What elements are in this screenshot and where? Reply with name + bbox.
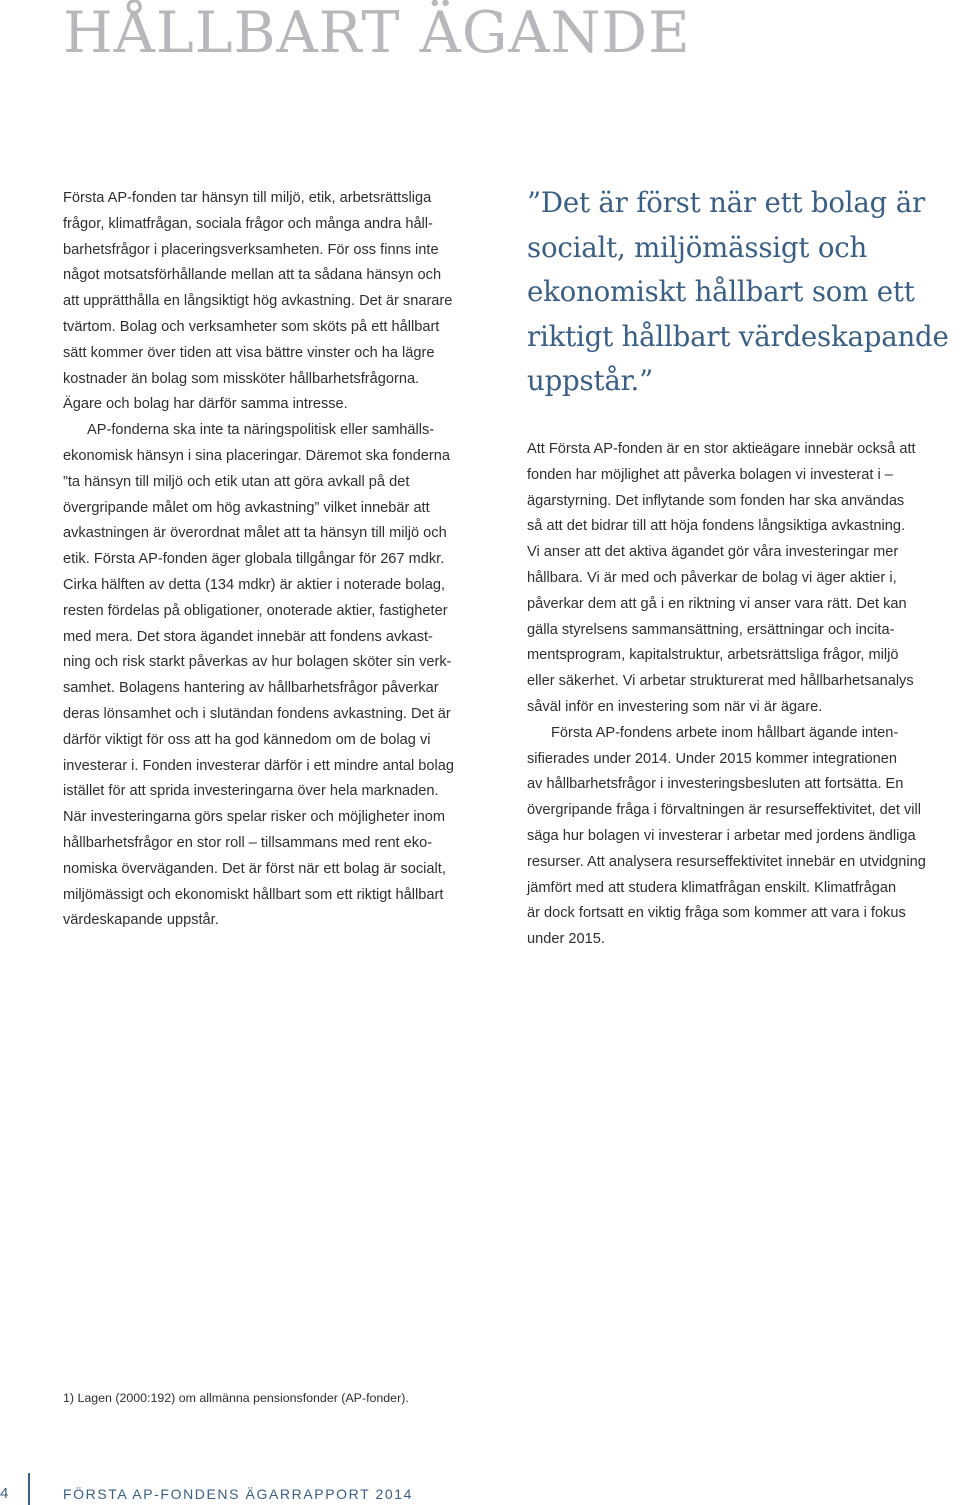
- body-text-line: samhet. Bolagens hantering av hållbarhetsfrågor påverkar: [63, 680, 439, 697]
- body-text-line: När investeringarna görs spelar risker och möjligheter inom: [63, 809, 446, 826]
- body-text-line: så att det bidrar till att höja fondens långsiktiga avkastning.: [527, 518, 906, 535]
- footer-divider: [28, 1473, 30, 1505]
- pull-quote: [527, 181, 959, 404]
- body-text-line: sätt kommer över tiden att visa bättre vinster och ha lägre: [63, 344, 435, 361]
- body-text-line: påverkar dem att gå i en riktning vi anser vara rätt. Det kan: [527, 595, 907, 612]
- pull-quote-line: riktigt hållbart värdeskapande: [527, 319, 949, 353]
- body-text-line: etik. Första AP-fonden äger globala tillgångar för 267 mdkr.: [63, 551, 445, 568]
- body-text-line: nomiska överväganden. Det är först när ett bolag är socialt,: [63, 860, 446, 877]
- left-text-column: [63, 186, 503, 934]
- body-text-line: värdeskapande uppstår.: [63, 912, 219, 929]
- footer-report-title: FÖRSTA AP-FONDENS ÄGARRAPPORT 2014: [63, 1486, 414, 1502]
- body-text-line: AP-fonderna ska inte ta näringspolitisk eller samhälls-: [87, 422, 435, 439]
- body-text-line: något motsatsförhållande mellan att ta sådana hänsyn och: [63, 267, 442, 284]
- body-text-line: övergripande fråga i förvaltningen är resurseffektivitet, det vill: [527, 802, 921, 819]
- body-text-line: Ägare och bolag har därför samma intresse.: [63, 396, 348, 413]
- body-text-line: att upprätthålla en långsiktigt hög avkastning. Det är snarare: [63, 293, 453, 310]
- body-text-line: Första AP-fonden tar hänsyn till miljö, etik, arbetsrättsliga: [63, 190, 432, 206]
- body-text-line: avkastningen är överordnat målet att ta hänsyn till miljö och: [63, 525, 447, 542]
- body-text-line: resurser. Att analysera resurseffektivitet innebär en utvidgning: [527, 853, 926, 870]
- body-text-line: resten fördelas på obligationer, onoterade aktier, fastigheter: [63, 602, 448, 619]
- body-text-line: ekonomisk hänsyn i sina placeringar. Däremot ska fonderna: [63, 447, 450, 464]
- body-text-line: Att Första AP-fonden är en stor aktieägare innebär också att: [527, 441, 916, 457]
- body-text-line: jämfört med att studera klimatfrågan enskilt. Klimatfrågan: [527, 879, 897, 896]
- body-text-line: barhetsfrågor i placeringsverksamheten. För oss finns inte: [63, 241, 439, 258]
- page-number: 4: [0, 1485, 9, 1502]
- body-text-line: ägarstyrning. Det inflytande som fonden har ska användas: [527, 492, 905, 509]
- body-text-line: ”ta hänsyn till miljö och etik utan att göra avkall på det: [63, 473, 410, 490]
- body-text-line: investerar i. Fonden investerar därför i ett mindre antal bolag: [63, 757, 454, 774]
- body-text-line: frågor, klimatfrågan, sociala frågor och många andra håll-: [63, 215, 433, 232]
- body-text-line: tvärtom. Bolag och verksamheter som sköts på ett hållbart: [63, 318, 440, 335]
- body-text-line: kostnader än bolag som missköter hållbarhetsfrågorna.: [63, 370, 420, 387]
- body-text-line: fonden har möjlighet att påverka bolagen vi investerat i –: [527, 466, 893, 483]
- body-text-line: är dock fortsatt en viktig fråga som kommer att vara i fokus: [527, 905, 906, 922]
- body-text-line: mentsprogram, kapitalstruktur, arbetsrättsliga frågor, miljö: [527, 647, 899, 664]
- pull-quote-line: ”Det är först när ett bolag är: [527, 186, 925, 219]
- page-title: HÅLLBART ÄGANDE: [63, 0, 691, 66]
- pull-quote-line: ekonomiskt hållbart som ett: [527, 275, 915, 308]
- body-text-line: eller säkerhet. Vi arbetar strukturerat med hållbarhetsanalys: [527, 673, 914, 690]
- body-text-line: med mera. Det stora ägandet innebär att fondens avkast-: [63, 628, 433, 645]
- body-text-line: miljömässigt och ekonomiskt hållbart som ett riktigt hållbart: [63, 886, 444, 903]
- right-text-column: [527, 437, 960, 953]
- body-text-line: under 2015.: [527, 931, 605, 948]
- body-text-line: av hållbarhetsfrågor i investeringsbesluten att fortsätta. En: [527, 776, 904, 793]
- body-text-line: ning och risk starkt påverkas av hur bolagen sköter sin verk-: [63, 654, 452, 671]
- body-text-line: istället för att sprida investeringarna över hela marknaden.: [63, 783, 439, 800]
- body-text-line: Vi anser att det aktiva ägandet gör våra investeringar mer: [527, 544, 899, 561]
- body-text-line: Cirka hälften av detta (134 mdkr) är aktier i noterade bolag,: [63, 576, 446, 593]
- pull-quote-line: socialt, miljömässigt och: [527, 230, 868, 264]
- body-text-line: därför viktigt för oss att ha god kännedom om de bolag vi: [63, 731, 431, 748]
- body-text-line: övergripande målet om hög avkastning” vilket innebär att: [63, 499, 430, 516]
- body-text-line: hållbarhetsfrågor en stor roll – tillsammans med rent eko-: [63, 834, 433, 851]
- body-text-line: såväl inför en investering som när vi är ägare.: [527, 698, 823, 715]
- body-text-line: deras lönsamhet och i slutändan fondens avkastning. Det är: [63, 705, 451, 722]
- body-text-line: säga hur bolagen vi investerar i arbetar med jordens ändliga: [527, 827, 916, 844]
- footnote: 1) Lagen (2000:192) om allmänna pensionsfonder (AP-fonder).: [63, 1391, 409, 1405]
- body-text-line: Första AP-fondens arbete inom hållbart ägande inten-: [551, 724, 899, 741]
- pull-quote-line: uppstår.”: [527, 364, 654, 397]
- body-text-line: sifierades under 2014. Under 2015 kommer integrationen: [527, 750, 897, 767]
- body-text-line: gälla styrelsens sammansättning, ersättningar och incita-: [527, 621, 895, 638]
- body-text-line: hållbara. Vi är med och påverkar de bolag vi äger aktier i,: [527, 569, 897, 586]
